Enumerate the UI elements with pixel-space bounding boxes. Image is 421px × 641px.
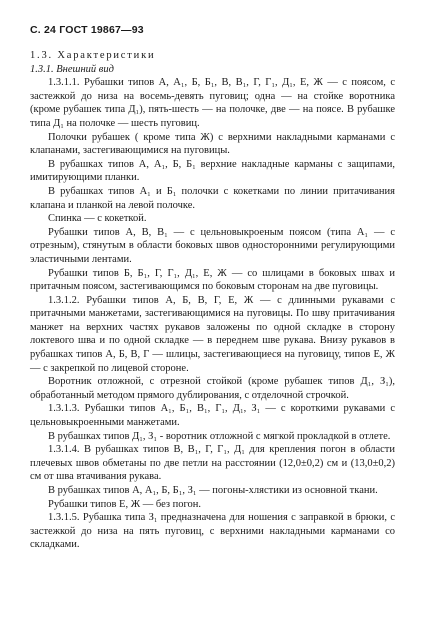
page-header: С. 24 ГОСТ 19867—93 (30, 24, 144, 36)
paragraph: В рубашках типов А₁ и Б₁ полочки с кокетками по линии притачивания клапана и планкой на левой полочке. (30, 185, 395, 211)
paragraph: Рубашки типов Б, Б₁, Г, Г₁, Д₁, Е, Ж — со шлицами в боковых швах и притачным поясом, застегивающимся по боковым сторонам на две пуговицы. (30, 267, 395, 293)
section-title: 1.3. Характеристики (30, 50, 156, 61)
paragraph: 1.3.1.5. Рубашка типа З₁ предназначена для ношения с заправкой в брюки, с застежкой до низа на пять пуговиц, с верхними накладными карманами со складками. (30, 512, 395, 551)
paragraph: Воротник отложной, с отрезной стойкой (кроме рубашек типов Д₁, З₁), обработанный методом прямого дублирования, с отделочной строчкой. (30, 376, 395, 401)
paragraph: В рубашках типов Д₁, З₁ - воротник отложной с мягкой прокладкой в отлете. (48, 430, 391, 442)
paragraph: В рубашках типов А, А₁, Б, Б₁, З₁ — погоны-хлястики из основной ткани. (48, 485, 378, 496)
paragraph: Рубашки типов Е, Ж — без погон. (48, 498, 202, 510)
paragraph: В рубашках типов А, А₁, Б, Б₁ верхние накладные карманы с защипами, имитирующими планки. (30, 158, 395, 184)
paragraph: Рубашки типов А, В, В₁ — с цельновыкроеным поясом (типа А₁ — с отрезным), стянутым в области боковых швов односторонними регулирующими эластичными лентами. (30, 226, 395, 265)
paragraph: Полочки рубашек ( кроме типа Ж) с верхними накладными карманами с клапанами, застегивающимися на пуговицы. (30, 131, 395, 157)
paragraph: 1.3.1.1. Рубашки типов А, А₁, Б, Б₁, В, В₁, Г, Г₁, Д₁, Е, Ж — с поясом, с застежкой до низа на восемь-девять пуговиц; одна — на стойке воротника (кроме рубашек типа Д₁), пять-шесть — на полочке, две — на поясе. В рубашке типа Д₁ на полочке — шесть пуговиц. (30, 77, 395, 129)
paragraph: 1.3.1.4. В рубашках типов В, В₁, Г, Г₁, Д₁ для крепления погон в области плечевых швов обметаны по две петли на расстоянии (12,0±0,2) см и (13,0±0,2) см от шва втачивания рукава. (30, 444, 395, 483)
paragraph: 1.3.1.2. Рубашки типов А, Б, В, Г, Е, Ж — с длинными рукавами с притачными манжетами, застегивающимися на пуговицы. По шву притачивания манжет на верхних частях рукавов заложены по одной складке в сторону локтевого шва и по одной складке — в переднем шве рукава. Внизу рукавов в рубашках типов А, Б, В, Г — шлицы, застегивающиеся на пуговицу, типов Е, Ж — с закрепкой по лицевой стороне. (30, 294, 395, 374)
paragraph: 1.3.1.3. Рубашки типов А₁, Б₁, В₁, Г₁, Д₁, З₁ — с короткими рукавами с цельновыкроенными манжетами. (30, 403, 395, 429)
paragraph: Спинка — с кокеткой. (48, 213, 147, 225)
subsection-title: 1.3.1. Внешний вид (30, 63, 114, 75)
